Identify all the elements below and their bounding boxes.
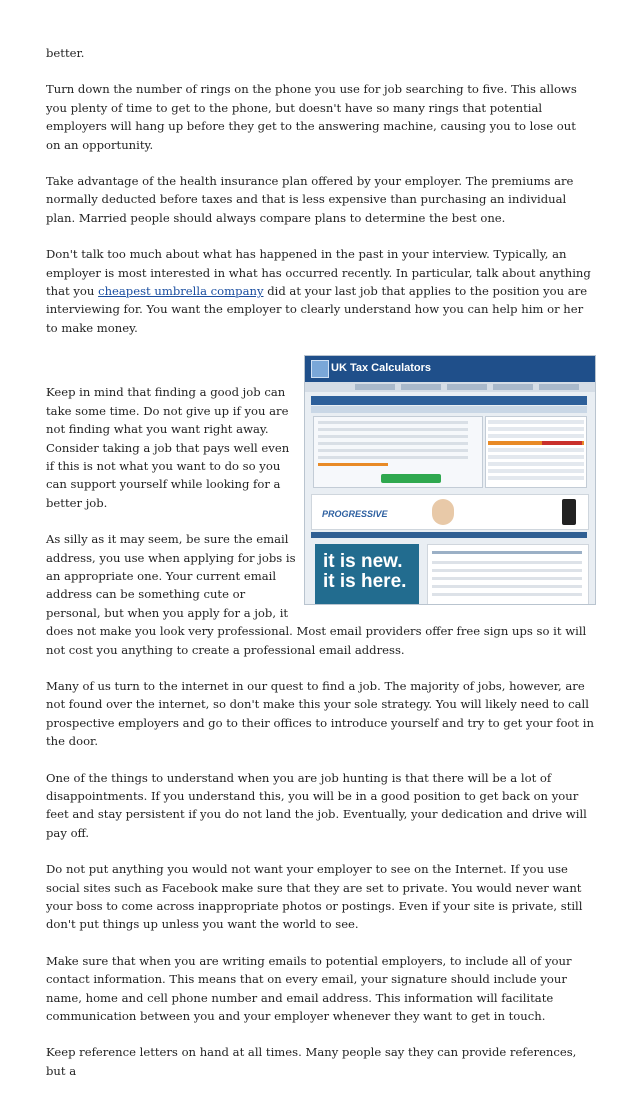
table-row [488, 455, 584, 459]
screenshot-banner [315, 544, 419, 604]
paragraph-with-link [46, 245, 594, 337]
screenshot-nav-item [447, 384, 487, 390]
screenshot-title-band [311, 396, 587, 405]
paragraph-text: did at your last job that applies to the position you are interviewing for. You want the employer to clearly understand how you can help him or her to make money. [46, 284, 588, 335]
ad-phone-icon [562, 499, 576, 525]
paragraph: Make sure that when you are writing emails to potential employers, to include all of your contact information. This means that on every email, your signature should include your name, home and cell phone number and email address. This information will facilitate communication between you and your employer whenever they want to get in touch. [46, 953, 572, 1024]
paragraph: Keep reference letters on hand at all times. Many people say they can provide references, but a [46, 1045, 577, 1078]
screenshot-breakdown-table [427, 544, 589, 605]
screenshot-breakdown-strip [311, 532, 587, 538]
table-row [488, 434, 584, 438]
calculate-button [381, 474, 441, 483]
form-row [318, 421, 468, 424]
paragraph-text: Don't talk too much about what has happened in the past in your interview. Typically, an employer is most interested in what has occurred recently. In particular, talk about anything that you [46, 247, 591, 299]
table-row [432, 593, 582, 596]
screenshot-site-title: UK Tax Calculators [331, 362, 432, 375]
tax-calculator-screenshot [304, 355, 596, 605]
paragraph: One of the things to understand when you are job hunting is that there will be a lot of disappointments. If you understand this, you will be in a good position to get back on your feet and stay persistent if you do not land the job. Eventually, your dedication and drive will pay off. [46, 770, 587, 840]
form-row-highlight [318, 463, 388, 466]
paragraph: Turn down the number of rings on the phone you use for job searching to five. This allows you plenty of time to get to the phone, but doesn't have so many rings that potential employers will hang up before they get to the answering machine, causing you to lose out on an opportunity. [46, 82, 577, 152]
table-row [488, 420, 584, 424]
table-row [488, 462, 584, 466]
table-row [488, 427, 584, 431]
table-row [432, 577, 582, 580]
screenshot-nav-item [539, 384, 579, 390]
article-body [46, 44, 594, 1098]
paragraph: better. [46, 46, 85, 60]
form-row [318, 428, 468, 431]
screenshot-ad [311, 494, 589, 530]
table-row [432, 585, 582, 588]
table-row [488, 469, 584, 473]
ad-person-image [432, 499, 454, 525]
form-row [318, 442, 468, 445]
site-logo-icon [311, 360, 329, 378]
screenshot-nav [305, 382, 595, 392]
paragraph: Keep in mind that finding a good job can take some time. Do not give up if you are not finding what you want right away. Consider taking a job that pays well even if this is not what you want to do so you can support yourself while looking for a better job. [46, 385, 290, 510]
table-row [488, 448, 584, 452]
table-cell-highlight [542, 441, 582, 445]
table-row [432, 551, 582, 554]
table-row [432, 569, 582, 572]
screenshot-results-table [485, 416, 587, 488]
screenshot-nav-item [401, 384, 441, 390]
banner-text: it is new. it is here. [323, 551, 407, 593]
umbrella-company-link[interactable]: cheapest umbrella company [98, 284, 264, 299]
paragraph: Take advantage of the health insurance plan offered by your employer. The premiums are normally deducted before taxes and that is less expensive than purchasing an individual plan. Married people should always compare plans to determine the best one. [46, 174, 574, 225]
screenshot-nav-item [493, 384, 533, 390]
screenshot-nav-item [355, 384, 395, 390]
paragraph: Many of us turn to the internet in our quest to find a job. The majority of jobs, however, are not found over the internet, so don't make this your sole strategy. You will likely need to call prospective employers and go to their offices to introduce yourself and try to get your foot in the door. [46, 678, 594, 749]
screenshot-header [305, 356, 595, 382]
table-row [488, 476, 584, 480]
form-row [318, 456, 468, 459]
paragraph: Do not put anything you would not want your employer to see on the Internet. If you use social sites such as Facebook make sure that they are set to private. You would never want your boss to come across inappropriate photos or postings. Even if your site is private, still don't put things up unless you want the world to see. [46, 862, 583, 932]
table-row [432, 561, 582, 564]
ad-brand-text: PROGRESSIVE [322, 509, 388, 520]
form-row [318, 449, 468, 452]
screenshot-tabs [311, 406, 587, 413]
form-row [318, 435, 468, 438]
paragraph: As silly as it may seem, be sure the email address, you use when applying for jobs is an appropriate one. Your current email address can be something cute or personal, but when you apply for a job, it does not make you look very professional. Most email providers offer free sign ups so it will not cost you anything to create a professional email address. [46, 532, 587, 657]
